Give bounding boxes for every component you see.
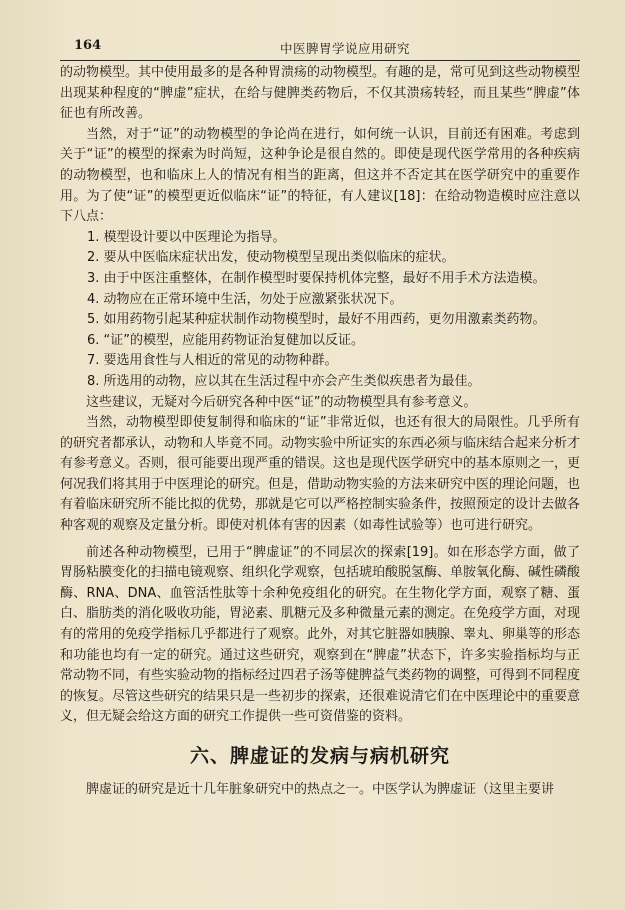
list-item: 5. 如用药物引起某种症状制作动物模型时，最好不用西药，更勿用激素类药物。 (87, 312, 546, 328)
list-item: 8. 所选用的动物，应以其在生活过程中亦会产生类似疾患者为最佳。 (87, 373, 481, 389)
paragraph: 这些建议，无疑对今后研究各种中医“证”的动物模型具有参考意义。 (86, 394, 477, 410)
page-number: 164 (74, 38, 102, 53)
paragraph: 脾虚证的研究是近十几年脏象研究中的热点之一。中医学认为脾虚证（这里主要讲 (86, 781, 555, 797)
paragraph: 前述各种动物模型，已用于“脾虚证”的不同层次的探索[19]。如在形态学方面，做了胃肠粘膜变化的扫描电镜观察、组织化学观察，包括琥珀酸脱氢酶、单胺氧化酶、碱性磷酸酶、RNA、DNA、血管活性肽等十余种免疫组化的研究。在生物化学方面，观察了糖、蛋白、脂肪类的消化吸收功能，胃泌素、肌糖元及多种微量元素的测定。在免疫学方面，对现有的常用的免疫学指标几乎都进行了观察。此外，对其它脏器如胰腺、睾丸、卵巢等的形态和功能也均有一定的研究。通过这些研究，观察到在“脾虚”状态下，许多实验指标均与正常动物不同，有些实验动物的指标经过四君子汤等健脾益气类药物的调整，可得到不同程度的恢复。尽管这些研究的结果只是一些初步的探索，还很难说清它们在中医理论中的重要意义，但无疑会给这方面的研究工作提供一些可资借鉴的资料。 (60, 544, 581, 725)
page-body (60, 63, 580, 800)
list-item: 7. 要选用食性与人相近的常见的动物种群。 (87, 353, 338, 369)
list-item: 4. 动物应在正常环境中生活，勿处于应激紧张状况下。 (87, 291, 403, 307)
list-item: 6. “证”的模型，应能用药物证治复健加以反证。 (87, 332, 365, 348)
page-header (60, 38, 580, 61)
section-heading: 六、脾虚证的发病与病机研究 (189, 745, 450, 767)
list-item: 2. 要从中医临床症状出发，使动物模型呈现出类似临床的症状。 (87, 250, 455, 266)
list-item: 3. 由于中医注重整体，在制作模型时要保持机体完整，最好不用手术方法造模。 (87, 270, 546, 286)
list-item: 1. 模型设计要以中医理论为指导。 (87, 229, 286, 245)
paragraph: 当然，对于“证”的动物模型的争论尚在进行，如何统一认识，目前还有困难。考虑到关于“证”的模型的探索为时尚短，这种争论是很自然的。即使是现代医学常用的各种疾病的动物模型，也和临床上人的情况有相当的距离，但这并不否定其在医学研究中的重要作用。为了使“证”的模型更近似临床“证”的特征，有人建议[18]：在给动物造模时应注意以下八点： (60, 126, 580, 225)
paragraph: 的动物模型。其中使用最多的是各种胃溃疡的动物模型。有趣的是，常可见到这些动物模型出现某种程度的“脾虚”症状，在给与健脾类药物后，不仅其溃疡转轻，而且某些“脾虚”体征也有所改善。 (60, 65, 581, 122)
paragraph: 当然，动物模型即使复制得和临床的“证”非常近似，也还有很大的局限性。几乎所有的研究者都承认，动物和人毕竟不同。动物实验中所证实的东西必须与临床结合起来分析才有参考意义。否则，很可能要出现严重的错误。这也是现代医学研究中的基本原则之一，更何况我们将其用于中医理论的研究。但是，借助动物实验的方法来研究中医的理论问题，也有着临床研究所不能比拟的优势，那就是它可以严格控制实验条件，按照预定的设计去做各种客观的观察及定量分析。即使对机体有害的因素（如毒性试验等）也可进行研究。 (60, 415, 581, 534)
numbered-list (60, 228, 580, 393)
running-title: 中医脾胃学说应用研究 (280, 41, 411, 56)
